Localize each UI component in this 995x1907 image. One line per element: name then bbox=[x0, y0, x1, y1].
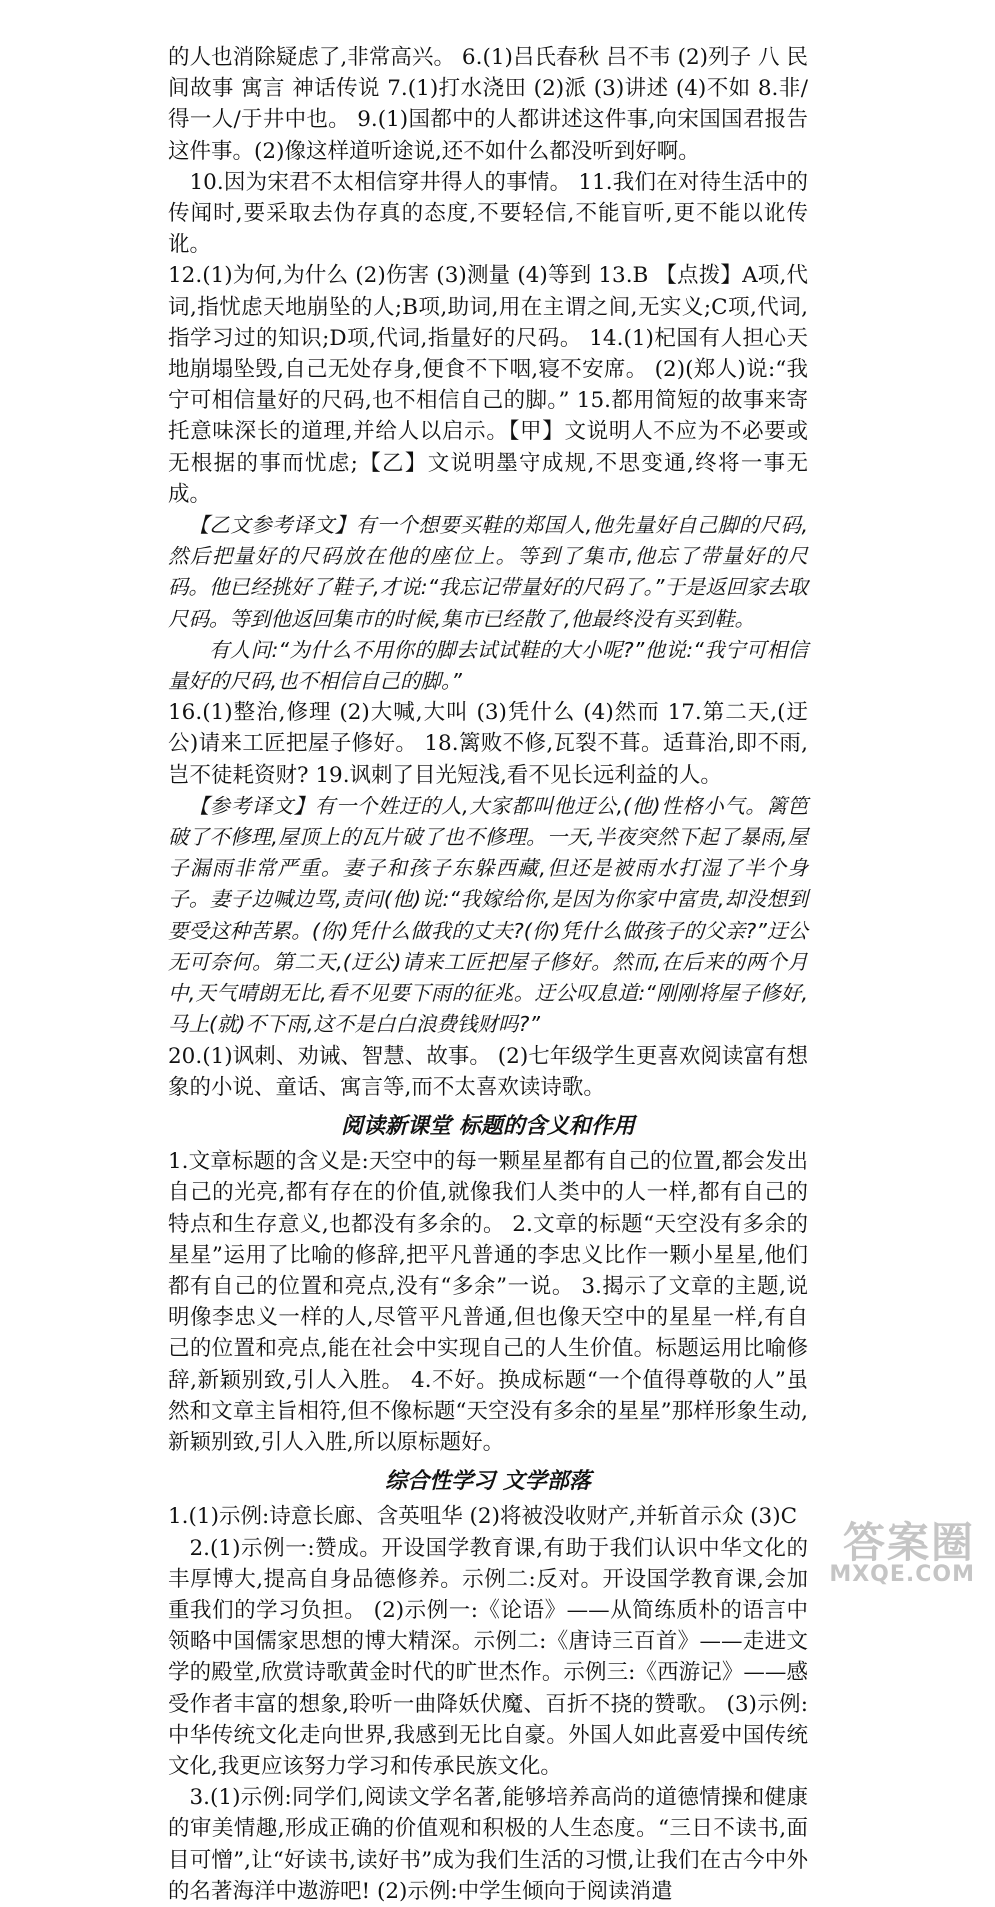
translation-paragraph: 有人问:“为什么不用你的脚去试试鞋的大小呢?”他说:“我宁可相信量好的尺码,也不相信自己的脚。” bbox=[168, 637, 808, 694]
watermark-text: 答案圈 bbox=[842, 1518, 975, 1567]
answer-paragraph: 20.(1)讽刺、劝诫、智慧、故事。 (2)七年级学生更喜欢阅读富有想象的小说、童话、寓言等,而不太喜欢读诗歌。 bbox=[168, 1043, 808, 1100]
answer-paragraph: 2.(1)示例一:赞成。开设国学教育课,有助于我们认识中华文化的丰厚博大,提高自身品德修养。示例二:反对。开设国学教育课,会加重我们的学习负担。 (2)示例一:《论语》——从简练质朴的语言中领略中国儒家思想的博大精深。示例二:《唐诗三百首》——走进文学的殿堂,欣赏诗歌黄金时代的旷世杰作。示例三:《西游记》——感受作者丰富的想象,聆听一曲降妖伏魔、百折不挠的赞歌。 (3)示例:中华传统文化走向世界,我感到无比自豪。外国人如此喜爱中国传统文化,我更应该努力学习和传承民族文化。 bbox=[168, 1535, 808, 1779]
translation-paragraph: 【乙文参考译文】有一个想要买鞋的郑国人,他先量好自己脚的尺码,然后把量好的尺码放在他的座位上。等到了集市,他忘了带量好的尺码。他已经挑好了鞋子,才说:“我忘记带量好的尺码了。”于是返回家去取尺码。等到他返回集市的时候,集市已经散了,他最终没有买到鞋。 bbox=[168, 513, 808, 631]
answer-text-column bbox=[168, 42, 808, 1907]
answer-paragraph: 16.(1)整治,修理 (2)大喊,大叫 (3)凭什么 (4)然而 17.第二天,(迂公)请来工匠把屋子修好。 18.篱败不修,瓦裂不葺。适葺治,即不雨,岂不徒耗资财? 19.讽刺了目光短浅,看不见长远利益的人。 bbox=[168, 700, 808, 788]
section-heading: 阅读新课堂 标题的含义和作用 bbox=[341, 1113, 635, 1139]
answer-paragraph: 的人也消除疑虑了,非常高兴。 6.(1)吕氏春秋 吕不韦 (2)列子 八 民间故事 寓言 神话传说 7.(1)打水浇田 (2)派 (3)讲述 (4)不如 8.非/得一人/于井中也。 9.(1)国都中的人都讲述这件事,向宋国国君报告这件事。(2)像这样道听途说,还不如什么都没听到好啊。 bbox=[168, 45, 808, 164]
translation-paragraph: 【参考译文】有一个姓迂的人,大家都叫他迂公,(他)性格小气。篱笆破了不修理,屋顶上的瓦片破了也不修理。一天,半夜突然下起了暴雨,屋子漏雨非常严重。妻子和孩子东躲西藏,但还是被雨水打湿了半个身子。妻子边喊边骂,责问(他)说:“我嫁给你,是因为你家中富贵,却没想到要受这种苦累。(你)凭什么做我的丈夫?(你)凭什么做孩子的父亲?”迂公无可奈何。第二天,(迂公)请来工匠把屋子修好。然而,在后来的两个月中,天气晴朗无比,看不见要下雨的征兆。迂公叹息道:“刚刚将屋子修好,马上(就)不下雨,这不是白白浪费钱财吗?” bbox=[168, 793, 808, 1037]
answer-paragraph: 10.因为宋君不太相信穿井得人的事情。 11.我们在对待生活中的传闻时,要采取去伪存真的态度,不要轻信,不能盲听,更不能以讹传讹。 bbox=[168, 169, 808, 258]
answer-paragraph: 12.(1)为何,为什么 (2)伤害 (3)测量 (4)等到 13.B 【点拨】A项,代词,指忧虑天地崩坠的人;B项,助词,用在主谓之间,无实义;C项,代词,指学习过的知识;D项,代词,指量好的尺码。 14.(1)杞国有人担心天地崩塌坠毁,自己无处存身,便食不下咽,寝不安席。 (2)(郑人)说:“我宁可相信量好的尺码,也不相信自己的脚。” 15.都用简短的故事来寄托意味深长的道理,并给人以启示。【甲】文说明人不应为不必要或无根据的事而忧虑;【乙】文说明墨守成规,不思变通,终将一事无成。 bbox=[168, 263, 808, 507]
watermark-logo bbox=[829, 1518, 975, 1587]
answer-paragraph: 3.(1)示例:同学们,阅读文学名著,能够培养高尚的道德情操和健康的审美情趣,形成正确的价值观和积极的人生态度。“三日不读书,面目可憎”,让“好读书,读好书”成为我们生活的习惯,让我们在古今中外的名著海洋中遨游吧! (2)示例:中学生倾向于阅读消遣 bbox=[168, 1785, 808, 1904]
watermark-url: MXQE.COM bbox=[829, 1562, 975, 1587]
answer-paragraph: 1.(1)示例:诗意长廊、含英咀华 (2)将被没收财产,并斩首示众 (3)C bbox=[168, 1504, 798, 1530]
answer-paragraph: 1.文章标题的含义是:天空中的每一颗星星都有自己的位置,都会发出自己的光亮,都有存在的价值,就像我们人类中的人一样,都有自己的特点和生存意义,也都没有多余的。 2.文章的标题“天空没有多余的星星”运用了比喻的修辞,把平凡普通的李忠义比作一颗小星星,他们都有自己的位置和亮点,没有“多余”一说。 3.揭示了文章的主题,说明像李忠义一样的人,尽管平凡普通,但也像天空中的星星一样,有自己的位置和亮点,能在社会中实现自己的人生价值。标题运用比喻修辞,新颖别致,引人入胜。 4.不好。换成标题“一个值得尊敬的人”虽然和文章主旨相符,但不像标题“天空没有多余的星星”那样形象生动,新颖别致,引人入胜,所以原标题好。 bbox=[168, 1149, 808, 1455]
section-heading: 综合性学习 文学部落 bbox=[385, 1469, 591, 1495]
